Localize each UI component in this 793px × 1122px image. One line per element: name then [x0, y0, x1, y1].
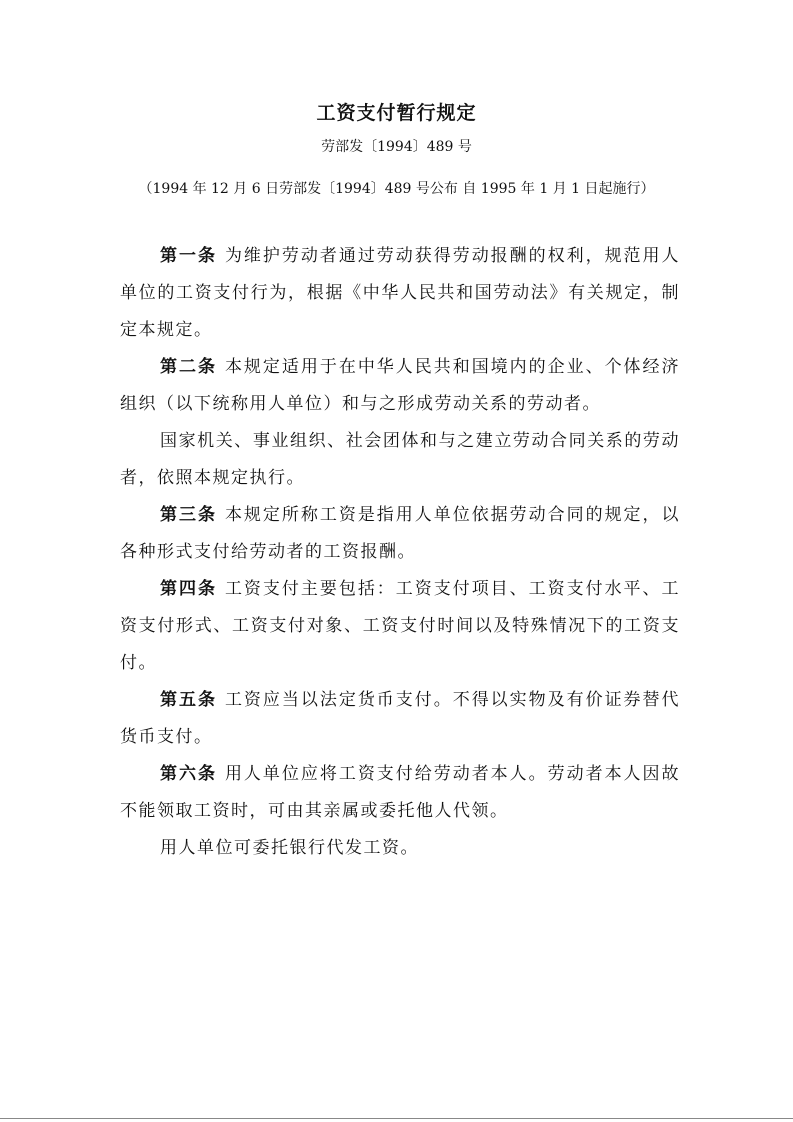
article-label: 第一条 [160, 246, 217, 266]
article-text: 国家机关、事业组织、社会团体和与之建立劳动合同关系的劳动者，依照本规定执行。 [120, 431, 680, 488]
paragraph-article-3 [120, 497, 680, 571]
article-label: 第四条 [160, 579, 217, 599]
article-text: 工资应当以法定货币支付。不得以实物及有价证券替代货币支付。 [120, 690, 681, 747]
paragraph-article-1 [120, 238, 680, 349]
paragraph-article-5 [120, 682, 680, 756]
article-text: 本规定适用于在中华人民共和国境内的企业、个体经济组织（以下统称用人单位）和与之形成劳动关系的劳动者。 [120, 357, 681, 414]
document-title: 工资支付暂行规定 [316, 102, 477, 124]
paragraph-article-6 [120, 756, 680, 830]
article-label: 第三条 [160, 505, 217, 525]
document-number: 劳部发〔1994〕489 号 [321, 139, 472, 155]
article-text: 用人单位可委托银行代发工资。 [160, 838, 419, 858]
paragraph-article-6-clause-2 [120, 830, 680, 867]
issuance-note: （1994 年 12 月 6 日劳部发〔1994〕489 号公布 自 1995 年 1 月 1 日起施行） [138, 181, 655, 197]
paragraph-article-2 [120, 349, 680, 423]
document-body [120, 238, 680, 867]
article-text: 本规定所称工资是指用人单位依据劳动合同的规定，以各种形式支付给劳动者的工资报酬。 [120, 505, 681, 562]
paragraph-article-4 [120, 571, 680, 682]
article-text: 为维护劳动者通过劳动获得劳动报酬的权利，规范用人单位的工资支付行为，根据《中华人民共和国劳动法》有关规定，制定本规定。 [120, 246, 681, 340]
article-label: 第五条 [160, 690, 217, 710]
page-bottom-rule [0, 1118, 793, 1119]
article-text: 用人单位应将工资支付给劳动者本人。劳动者本人因故不能领取工资时，可由其亲属或委托他人代领。 [120, 764, 681, 821]
article-text: 工资支付主要包括：工资支付项目、工资支付水平、工资支付形式、工资支付对象、工资支付时间以及特殊情况下的工资支付。 [120, 579, 681, 673]
paragraph-article-2-clause-2 [120, 423, 680, 497]
article-label: 第二条 [160, 357, 217, 377]
article-label: 第六条 [160, 764, 217, 784]
